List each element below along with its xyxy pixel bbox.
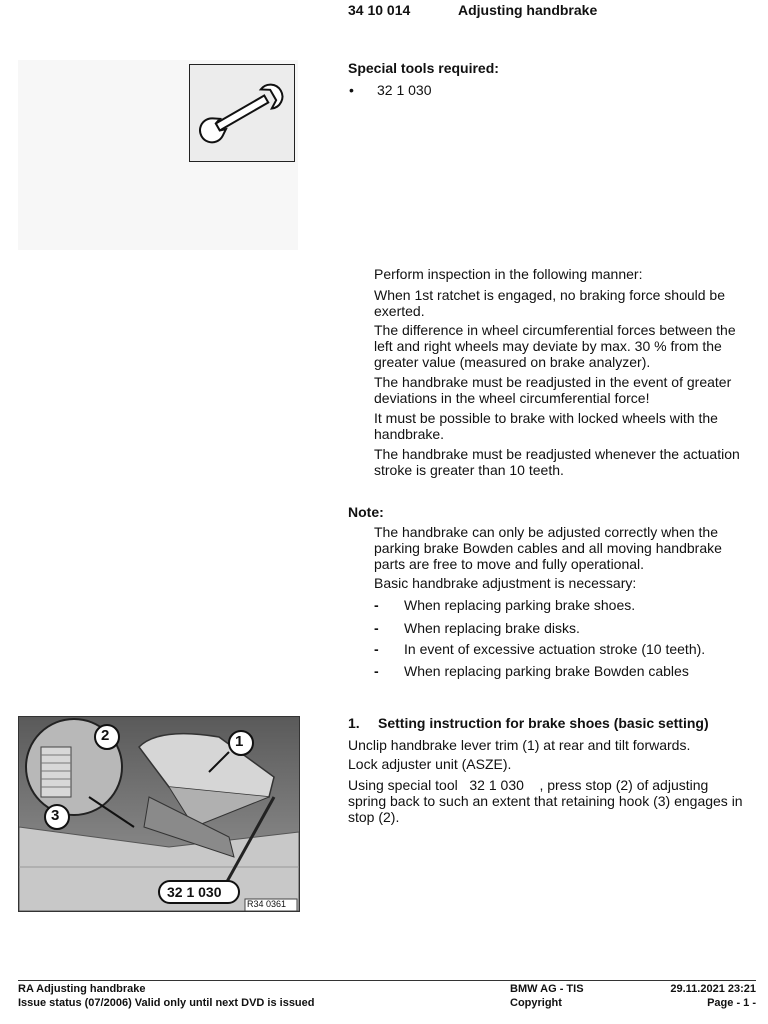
step-paragraph: Unclip handbrake lever trim (1) at rear and tilt forwards. [348,737,691,753]
inspection-paragraph: Perform inspection in the following manner: [374,266,643,282]
inspection-paragraph: The handbrake must be readjusted in the event of greater deviations in the wheel circumferential force! [374,374,732,406]
footer-title: RA Adjusting handbrake [18,983,146,995]
document-number: 34 10 014 [348,2,411,18]
tool-bullet: • [349,82,354,98]
list-item: When replacing parking brake shoes. [404,597,636,613]
list-dash: - [374,641,379,657]
note-paragraph: The handbrake can only be adjusted correctly when the parking brake Bowden cables and all moving handbrake parts are free to move and fully operational. [374,524,722,572]
inspection-paragraph: It must be possible to brake with locked wheels with the handbrake. [374,410,718,442]
footer-publisher: BMW AG - TIS [510,983,584,995]
list-dash: - [374,663,379,679]
tools-heading: Special tools required: [348,60,499,76]
handbrake-illustration [19,717,299,911]
step-paragraph: Lock adjuster unit (ASZE). [348,756,512,772]
note-paragraph: Basic handbrake adjustment is necessary: [374,575,637,591]
list-dash: - [374,620,379,636]
note-heading: Note: [348,504,384,520]
list-dash: - [374,597,379,613]
step-paragraph: Using special tool 32 1 030 , press stop (2) of adjusting spring back to such an extent that retaining hook (3) engages in stop (2). [348,777,747,825]
page-title: Adjusting handbrake [458,2,598,18]
tool-item: 32 1 030 [377,82,432,98]
footer-page-number: Page - 1 - [707,997,756,1009]
list-item: When replacing parking brake Bowden cables [404,663,689,679]
list-item: In event of excessive actuation stroke (10 teeth). [404,641,706,657]
handbrake-figure [18,716,300,912]
footer-divider [18,980,756,981]
callout-3: 3 [51,807,60,824]
inspection-paragraph: The handbrake must be readjusted whenever the actuation stroke is greater than 10 teeth. [374,446,740,478]
callout-1: 1 [235,733,244,750]
callout-2: 2 [101,727,110,744]
list-item: When replacing brake disks. [404,620,580,636]
figure-ref: R34 0361 [247,899,287,909]
figure-tool-label: 32 1 030 [167,884,222,900]
footer-copyright: Copyright [510,997,562,1009]
step-number: 1. [348,715,360,731]
footer-issue-status: Issue status (07/2006) Valid only until next DVD is issued [18,997,315,1009]
inspection-paragraph: The difference in wheel circumferential forces between the left and right wheels may deviate by max. 30 % from the greater value (measured on brake analyzer). [374,322,736,370]
footer-datetime: 29.11.2021 23:21 [670,983,756,995]
wrench-icon [190,65,294,161]
step-heading: Setting instruction for brake shoes (basic setting) [378,715,709,731]
tool-image [189,64,295,162]
inspection-paragraph: When 1st ratchet is engaged, no braking force should be exerted. [374,287,725,319]
